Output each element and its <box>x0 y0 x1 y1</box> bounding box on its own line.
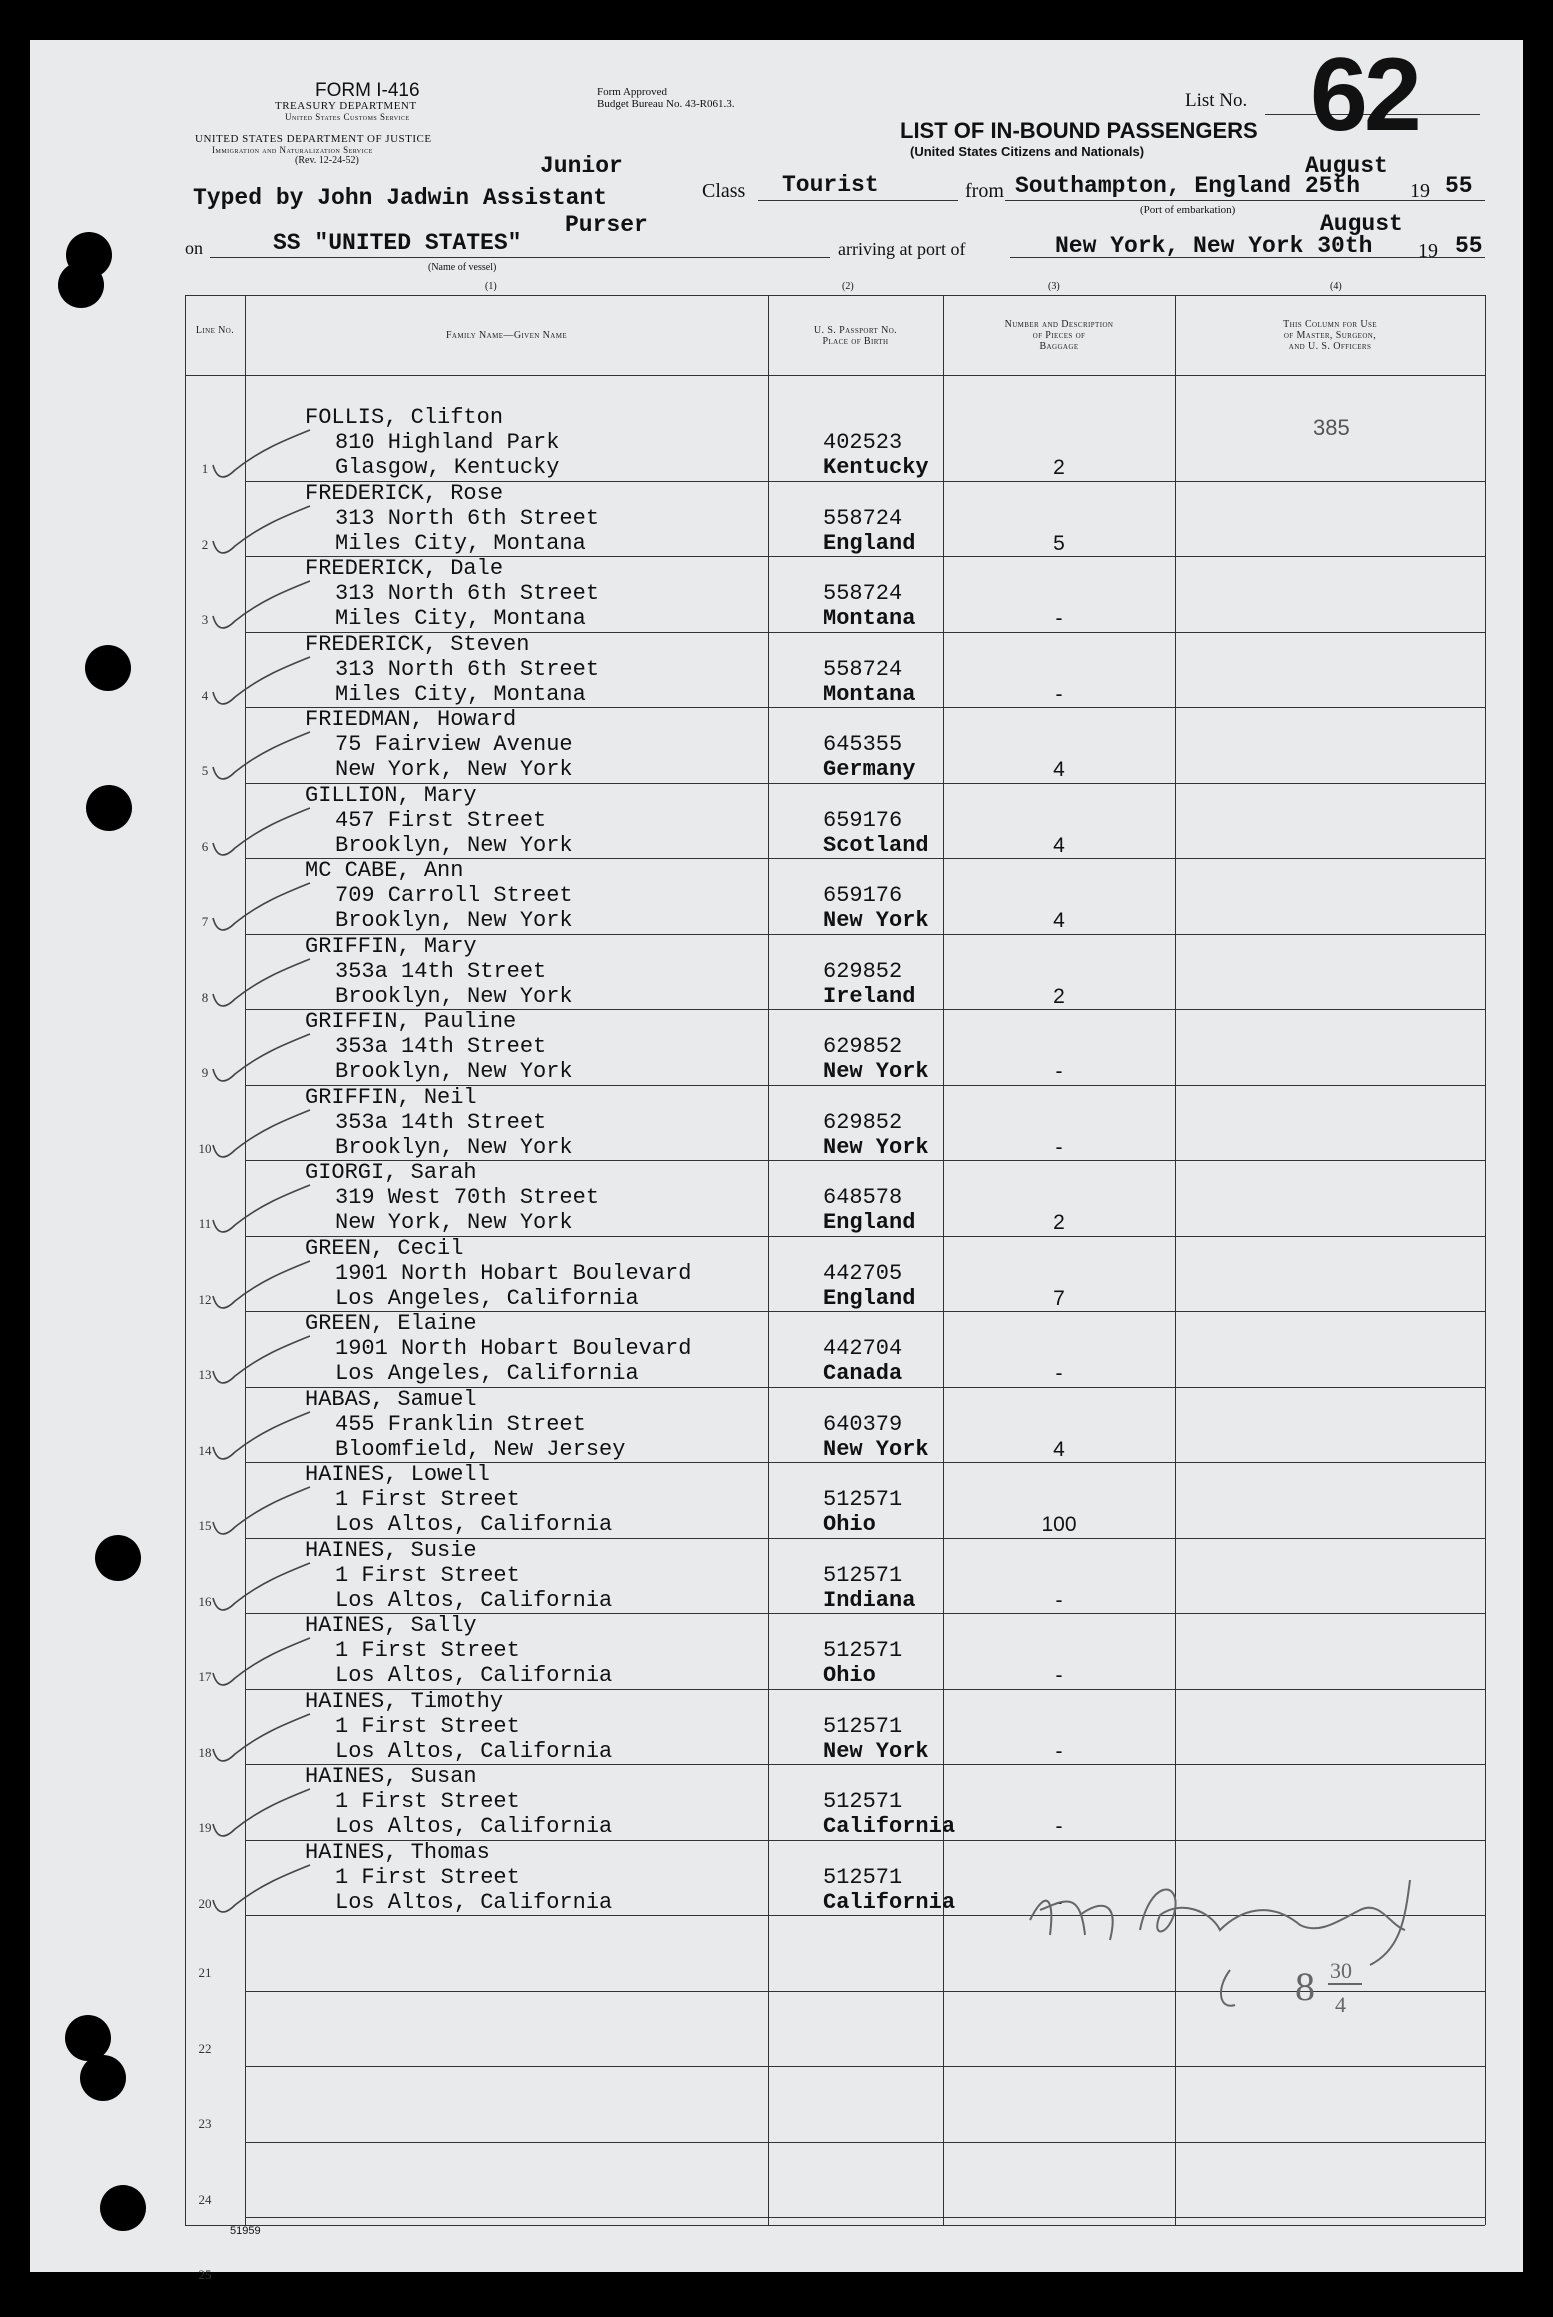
passport-number: 512571 <box>823 1562 903 1588</box>
passport-number: 629852 <box>823 1109 903 1135</box>
family-name: FREDERICK, Dale <box>305 556 504 581</box>
address-city: Miles City, Montana <box>335 681 586 707</box>
print-code: 51959 <box>230 2225 261 2237</box>
family-name: GRIFFIN, Neil <box>305 1084 477 1110</box>
check-mark <box>205 652 315 712</box>
typed-by: Typed by John Jadwin Assistant <box>193 185 608 211</box>
col-header-line: Line No. <box>195 325 235 336</box>
address-street: 353a 14th Street <box>335 1109 547 1135</box>
passport-number: 442705 <box>823 1260 903 1286</box>
passenger-row <box>185 934 1485 1009</box>
line-number: 17 <box>198 1669 212 1684</box>
passport-number: 659176 <box>823 883 903 908</box>
check-mark <box>205 501 315 561</box>
passport-number: 659176 <box>823 807 903 833</box>
passenger-row <box>185 1764 1485 1839</box>
treasury-line: TREASURY DEPARTMENT <box>275 100 417 112</box>
line-number: 1 <box>201 461 209 476</box>
address-street: 75 Fairview Avenue <box>335 732 573 757</box>
family-name: GRIFFIN, Pauline <box>305 1009 517 1034</box>
col-header-officers: This Column for Use of Master, Surgeon, and U. S. Officers <box>1283 319 1377 352</box>
baggage-count: - <box>1055 1664 1063 1687</box>
place-of-birth: New York <box>823 908 929 933</box>
form-number: FORM I-416 <box>315 80 420 101</box>
passenger-row <box>185 1160 1485 1235</box>
manifest-sheet: FORM I-416 TREASURY DEPARTMENT United States Customs Service UNITED STATES DEPARTMENT OF JUSTICE Immigration and Naturalization Service (Rev. 12-24-52) Form Approved Budget Bureau No. 43-R061.3. List No. 62 LIST OF IN-BOUND PASSENGERS (United States Citizens and Nationals) Junior Typed by John Jadwin Assistant Purser Class Tourist from Southampton, England 25th August 19 55 (Port of embarkation) on SS "UNITED STATES" (Name of vessel) arriving at port of New York, New York 30th August 19 55 (1) (2) (3) (4) Line No. Family Name—Given Name U. S. Passport No. Place of Birth Number and Description of Pieces of Baggage This Column for Use of Master, Surgeon, and U. S. Officers 1 FOLLIS, Clifton 810 Highland Park Glasgow, Kentucky 402523 Kentucky 2 385 2 FREDERICK, Rose 313 North 6th Street Miles City, Montana 558724 England 5 3 FREDERICK, Dale 313 North 6th Street Miles City, Montana 558724 Montana - 4 FREDERICK, Steven 313 North 6th Street Miles City, Montana 558724 Montana - 5 FRIEDMAN, Howard 75 Fairview Avenue New York, New York 645355 Germany 4 6 GILLION, Mary 457 First Street Brooklyn, New York 659176 Scotland 4 7 MC CABE, Ann 709 Carroll Street Brooklyn, New York 659176 New York 4 8 GRIFFIN, Mary 353a 14th Street Brooklyn, New York 629852 Ireland 2 9 GRIFFIN, Pauline 353a 14th Street Brooklyn, New York 629852 New York - 10 GRIFFIN, Neil 353a 14th Street Brooklyn, New York 629852 New York - 11 GIORGI, Sarah 319 West 70th Street New York, New York 648578 England 2 12 GREEN, Cecil 1901 North Hobart Boulevard Los Angeles, California 442705 England 7 13 GREEN, Elaine 1901 North Hobart Boulevard Los Angeles, California 442704 Canada - 14 HABAS, Samuel 455 Franklin Street Bloomfield, New Jersey 640379 New York 4 15 HAINES, Lowell 1 First Street Los Altos, California 512571 Ohio 100 16 HAINES, Susie 1 First Street Los Altos, California 512571 Indiana - 17 HAINES, Sally 1 First Street Los Altos, California 512571 Ohio - 18 HAINES, Timothy 1 First Street Los Altos, California 512571 New York - 19 HAINES, Susan 1 First Street Los Altos, California 512571 California - 20 HAINES, Thomas 1 First Street Los Altos, California 512571 California - 21 22 23 24 25 8 30 4 51959 <box>30 40 1523 2272</box>
passport-number: 645355 <box>823 732 903 757</box>
line-number: 7 <box>201 914 209 929</box>
baggage-count: - <box>1055 1060 1063 1083</box>
address-street: 1 First Street <box>335 1487 520 1512</box>
place-of-birth: Indiana <box>823 1587 916 1613</box>
address-city: Miles City, Montana <box>335 606 586 631</box>
passport-number: 648578 <box>823 1185 903 1210</box>
passenger-row <box>185 481 1485 556</box>
baggage-count: 2 <box>1053 984 1065 1008</box>
check-mark <box>205 1407 315 1467</box>
line-number: 11 <box>198 1216 212 1231</box>
arrival-month: August <box>1320 211 1403 237</box>
justice-line: UNITED STATES DEPARTMENT OF JUSTICE <box>195 133 432 145</box>
family-name: HAINES, Susan <box>305 1764 477 1789</box>
check-mark <box>205 1709 315 1769</box>
passenger-row <box>185 1311 1485 1386</box>
baggage-count: - <box>1055 1890 1063 1914</box>
passport-number: 512571 <box>823 1487 903 1512</box>
line-number: 13 <box>198 1367 212 1382</box>
address-street: 313 North 6th Street <box>335 656 600 682</box>
punch-hole <box>100 2185 146 2231</box>
line-number: 12 <box>198 1291 212 1307</box>
line-number: 18 <box>198 1744 212 1760</box>
address-city: Los Altos, California <box>335 1738 613 1764</box>
passenger-row <box>185 1538 1485 1613</box>
baggage-count: - <box>1055 1135 1063 1159</box>
place-of-birth: New York <box>823 1059 929 1084</box>
place-of-birth: Scotland <box>823 832 929 858</box>
family-name: GREEN, Elaine <box>305 1311 477 1336</box>
passenger-row <box>185 632 1485 707</box>
address-street: 1901 North Hobart Boulevard <box>335 1336 692 1361</box>
line-number: 5 <box>201 763 209 778</box>
vessel-caption: (Name of vessel) <box>428 262 497 273</box>
svg-text:30: 30 <box>1330 1958 1352 1983</box>
line-number: 4 <box>201 687 209 703</box>
place-of-birth: Kentucky <box>823 455 929 480</box>
address-city: Los Angeles, California <box>335 1361 639 1386</box>
passenger-row <box>185 1009 1485 1084</box>
passenger-row <box>185 1387 1485 1462</box>
baggage-count: 4 <box>1053 833 1065 857</box>
col-num-4: (4) <box>1330 281 1342 292</box>
col-header-name: Family Name—Given Name <box>445 330 568 341</box>
on-label: on <box>185 238 203 258</box>
place-of-birth: New York <box>823 1738 929 1764</box>
arrival-port: New York, New York 30th <box>1055 233 1373 259</box>
check-mark <box>205 1784 315 1844</box>
form-approved: Form Approved <box>597 86 667 98</box>
passport-number: 512571 <box>823 1713 903 1739</box>
baggage-count: 2 <box>1053 1211 1065 1234</box>
line-number: 15 <box>198 1518 212 1533</box>
line-number: 22 <box>198 2040 212 2056</box>
baggage-count: 2 <box>1053 456 1065 479</box>
passenger-row <box>185 1689 1485 1764</box>
family-name: MC CABE, Ann <box>305 858 464 883</box>
address-city: Los Altos, California <box>335 1889 613 1915</box>
place-of-birth: England <box>823 1285 916 1311</box>
baggage-count: 7 <box>1053 1286 1065 1310</box>
baggage-count: 4 <box>1053 1437 1065 1461</box>
col-num-1: (1) <box>485 281 497 292</box>
check-mark <box>205 1256 315 1316</box>
col-header-passport: U. S. Passport No. Place of Birth <box>813 325 898 347</box>
address-street: 353a 14th Street <box>335 1034 547 1059</box>
address-city: Bloomfield, New Jersey <box>335 1436 626 1462</box>
place-of-birth: New York <box>823 1134 929 1160</box>
passport-number: 402523 <box>823 430 903 455</box>
punch-hole <box>80 2055 126 2101</box>
check-mark <box>205 1558 315 1618</box>
passenger-row <box>185 783 1485 858</box>
check-mark <box>205 1105 315 1165</box>
check-mark <box>205 803 315 863</box>
baggage-count: - <box>1055 1739 1063 1763</box>
address-street: 1 First Street <box>335 1638 520 1663</box>
address-street: 1 First Street <box>335 1713 520 1739</box>
passport-number: 640379 <box>823 1411 903 1437</box>
place-of-birth: Ohio <box>823 1512 876 1537</box>
class-value: Tourist <box>782 172 879 198</box>
passenger-row <box>185 1462 1485 1537</box>
revision-line: (Rev. 12-24-52) <box>295 155 359 166</box>
place-of-birth: California <box>823 1814 956 1839</box>
manifest-subtitle: (United States Citizens and Nationals) <box>910 144 1145 159</box>
timestamp-hour: 8 <box>1295 1964 1315 2009</box>
address-city: New York, New York <box>335 1210 573 1235</box>
depart-year-prefix: 19 <box>1410 180 1430 202</box>
baggage-count: - <box>1055 1588 1063 1612</box>
family-name: HAINES, Lowell <box>305 1462 490 1487</box>
place-of-birth: California <box>823 1889 956 1915</box>
col-num-3: (3) <box>1048 281 1060 292</box>
empty-row <box>185 2217 1485 2292</box>
col-num-2: (2) <box>842 281 854 292</box>
family-name: HAINES, Timothy <box>305 1688 504 1714</box>
address-street: 709 Carroll Street <box>335 883 573 908</box>
svg-text:4: 4 <box>1335 1992 1346 2017</box>
address-city: Brooklyn, New York <box>335 1134 573 1160</box>
family-name: FRIEDMAN, Howard <box>305 707 517 732</box>
line-number: 8 <box>201 989 209 1005</box>
col-header-baggage: Number and Description of Pieces of Baggage <box>1004 319 1114 352</box>
depart-month: August <box>1305 153 1388 179</box>
address-city: Glasgow, Kentucky <box>335 455 560 480</box>
class-label: Class <box>702 180 746 202</box>
passenger-row <box>185 1085 1485 1160</box>
customs-line: United States Customs Service <box>285 112 410 122</box>
check-mark <box>205 878 315 938</box>
check-mark <box>205 1029 315 1089</box>
passport-number: 629852 <box>823 958 903 984</box>
passport-number: 512571 <box>823 1789 903 1814</box>
family-name: HAINES, Thomas <box>305 1839 490 1865</box>
line-number: 9 <box>201 1065 209 1080</box>
family-name: GILLION, Mary <box>305 782 477 808</box>
list-number: 62 <box>1310 37 1418 153</box>
punch-hole <box>95 1535 141 1581</box>
address-street: 457 First Street <box>335 807 547 833</box>
line-number: 20 <box>198 1895 212 1911</box>
from-port: Southampton, England 25th <box>1015 173 1361 199</box>
passport-number: 629852 <box>823 1034 903 1059</box>
address-city: Los Angeles, California <box>335 1285 639 1311</box>
baggage-count: - <box>1055 607 1063 630</box>
address-city: Miles City, Montana <box>335 530 586 556</box>
officer-signature <box>1010 1840 1510 2020</box>
family-name: FREDERICK, Steven <box>305 631 530 657</box>
family-name: FREDERICK, Rose <box>305 480 504 506</box>
passport-number: 558724 <box>823 656 903 682</box>
check-mark <box>205 425 315 485</box>
check-mark <box>205 576 315 636</box>
place-of-birth: England <box>823 530 916 556</box>
check-mark <box>205 1860 315 1920</box>
family-name: GREEN, Cecil <box>305 1235 464 1261</box>
address-city: Los Altos, California <box>335 1663 613 1688</box>
line-number: 19 <box>198 1820 212 1835</box>
address-city: Brooklyn, New York <box>335 908 573 933</box>
place-of-birth: England <box>823 1210 916 1235</box>
baggage-count: 4 <box>1053 909 1065 932</box>
line-number: 23 <box>198 2116 212 2131</box>
arriving-label: arriving at port of <box>838 239 966 259</box>
punch-hole <box>85 645 131 691</box>
check-mark <box>205 1180 315 1240</box>
baggage-count: - <box>1055 1815 1063 1838</box>
address-street: 353a 14th Street <box>335 958 547 984</box>
arrival-year-prefix: 19 <box>1418 240 1438 262</box>
immigration-line: Immigration and Naturalization Service <box>212 145 373 155</box>
check-mark <box>205 954 315 1014</box>
family-name: GIORGI, Sarah <box>305 1160 477 1185</box>
depart-year: 55 <box>1445 173 1473 199</box>
address-street: 313 North 6th Street <box>335 581 600 606</box>
address-city: Brooklyn, New York <box>335 1059 573 1084</box>
passenger-row <box>185 556 1485 631</box>
vessel-name: SS "UNITED STATES" <box>273 230 522 256</box>
line-number: 16 <box>198 1593 212 1609</box>
manifest-title: LIST OF IN-BOUND PASSENGERS <box>900 118 1258 143</box>
line-number: 14 <box>198 1442 212 1458</box>
passport-number: 558724 <box>823 505 903 531</box>
family-name: FOLLIS, Clifton <box>305 405 504 430</box>
address-city: Los Altos, California <box>335 1814 613 1839</box>
baggage-count: 4 <box>1053 758 1065 781</box>
place-of-birth: Montana <box>823 681 916 707</box>
passport-number: 512571 <box>823 1638 903 1663</box>
empty-row <box>185 2066 1485 2141</box>
family-name: HAINES, Susie <box>305 1537 477 1563</box>
place-of-birth: Canada <box>823 1361 903 1386</box>
baggage-count: 100 <box>1041 1513 1077 1536</box>
passenger-row <box>185 858 1485 933</box>
line-number: 24 <box>198 2191 212 2207</box>
empty-row <box>185 2142 1485 2217</box>
arrival-year: 55 <box>1455 233 1483 259</box>
baggage-count: - <box>1055 682 1063 706</box>
address-street: 1 First Street <box>335 1864 520 1890</box>
from-label: from <box>965 180 1004 202</box>
family-name: GRIFFIN, Mary <box>305 933 477 959</box>
family-name: HABAS, Samuel <box>305 1386 477 1412</box>
budget-bureau: Budget Bureau No. 43-R061.3. <box>597 98 735 110</box>
address-street: 1901 North Hobart Boulevard <box>335 1260 692 1286</box>
check-mark <box>205 1633 315 1693</box>
list-no-label: List No. <box>1185 90 1248 111</box>
line-number: 21 <box>198 1965 212 1980</box>
address-street: 319 West 70th Street <box>335 1185 600 1210</box>
passport-number: 512571 <box>823 1864 903 1890</box>
line-number: 10 <box>198 1140 212 1156</box>
address-city: Brooklyn, New York <box>335 983 573 1009</box>
address-street: 313 North 6th Street <box>335 505 600 531</box>
address-street: 1 First Street <box>335 1562 520 1588</box>
line-number: 2 <box>201 536 209 552</box>
address-city: Los Altos, California <box>335 1587 613 1613</box>
check-mark <box>205 727 315 787</box>
passenger-row <box>185 405 1485 480</box>
family-name: HAINES, Sally <box>305 1613 477 1638</box>
rank-bottom: Purser <box>565 212 648 238</box>
place-of-birth: New York <box>823 1436 929 1462</box>
passport-number: 442704 <box>823 1336 903 1361</box>
passport-number: 558724 <box>823 581 903 606</box>
check-mark <box>205 1331 315 1391</box>
port-caption: (Port of embarkation) <box>1140 204 1236 216</box>
address-street: 1 First Street <box>335 1789 520 1814</box>
punch-hole <box>86 785 132 831</box>
address-city: Brooklyn, New York <box>335 832 573 858</box>
baggage-count: - <box>1055 1362 1063 1385</box>
passenger-row <box>185 707 1485 782</box>
address-street: 810 Highland Park <box>335 430 560 455</box>
line-number: 6 <box>201 838 209 854</box>
passenger-row <box>185 1236 1485 1311</box>
passenger-row <box>185 1613 1485 1688</box>
address-city: Los Altos, California <box>335 1512 613 1537</box>
baggage-count: 5 <box>1053 531 1065 555</box>
place-of-birth: Ohio <box>823 1663 876 1688</box>
address-street: 455 Franklin Street <box>335 1411 586 1437</box>
place-of-birth: Ireland <box>823 983 916 1009</box>
place-of-birth: Germany <box>823 757 916 782</box>
place-of-birth: Montana <box>823 606 916 631</box>
address-city: New York, New York <box>335 757 573 782</box>
punch-hole <box>58 262 104 308</box>
line-number: 3 <box>201 612 209 627</box>
officer-note: 385 <box>1313 415 1350 440</box>
line-number: 25 <box>198 2267 212 2282</box>
check-mark <box>205 1482 315 1542</box>
